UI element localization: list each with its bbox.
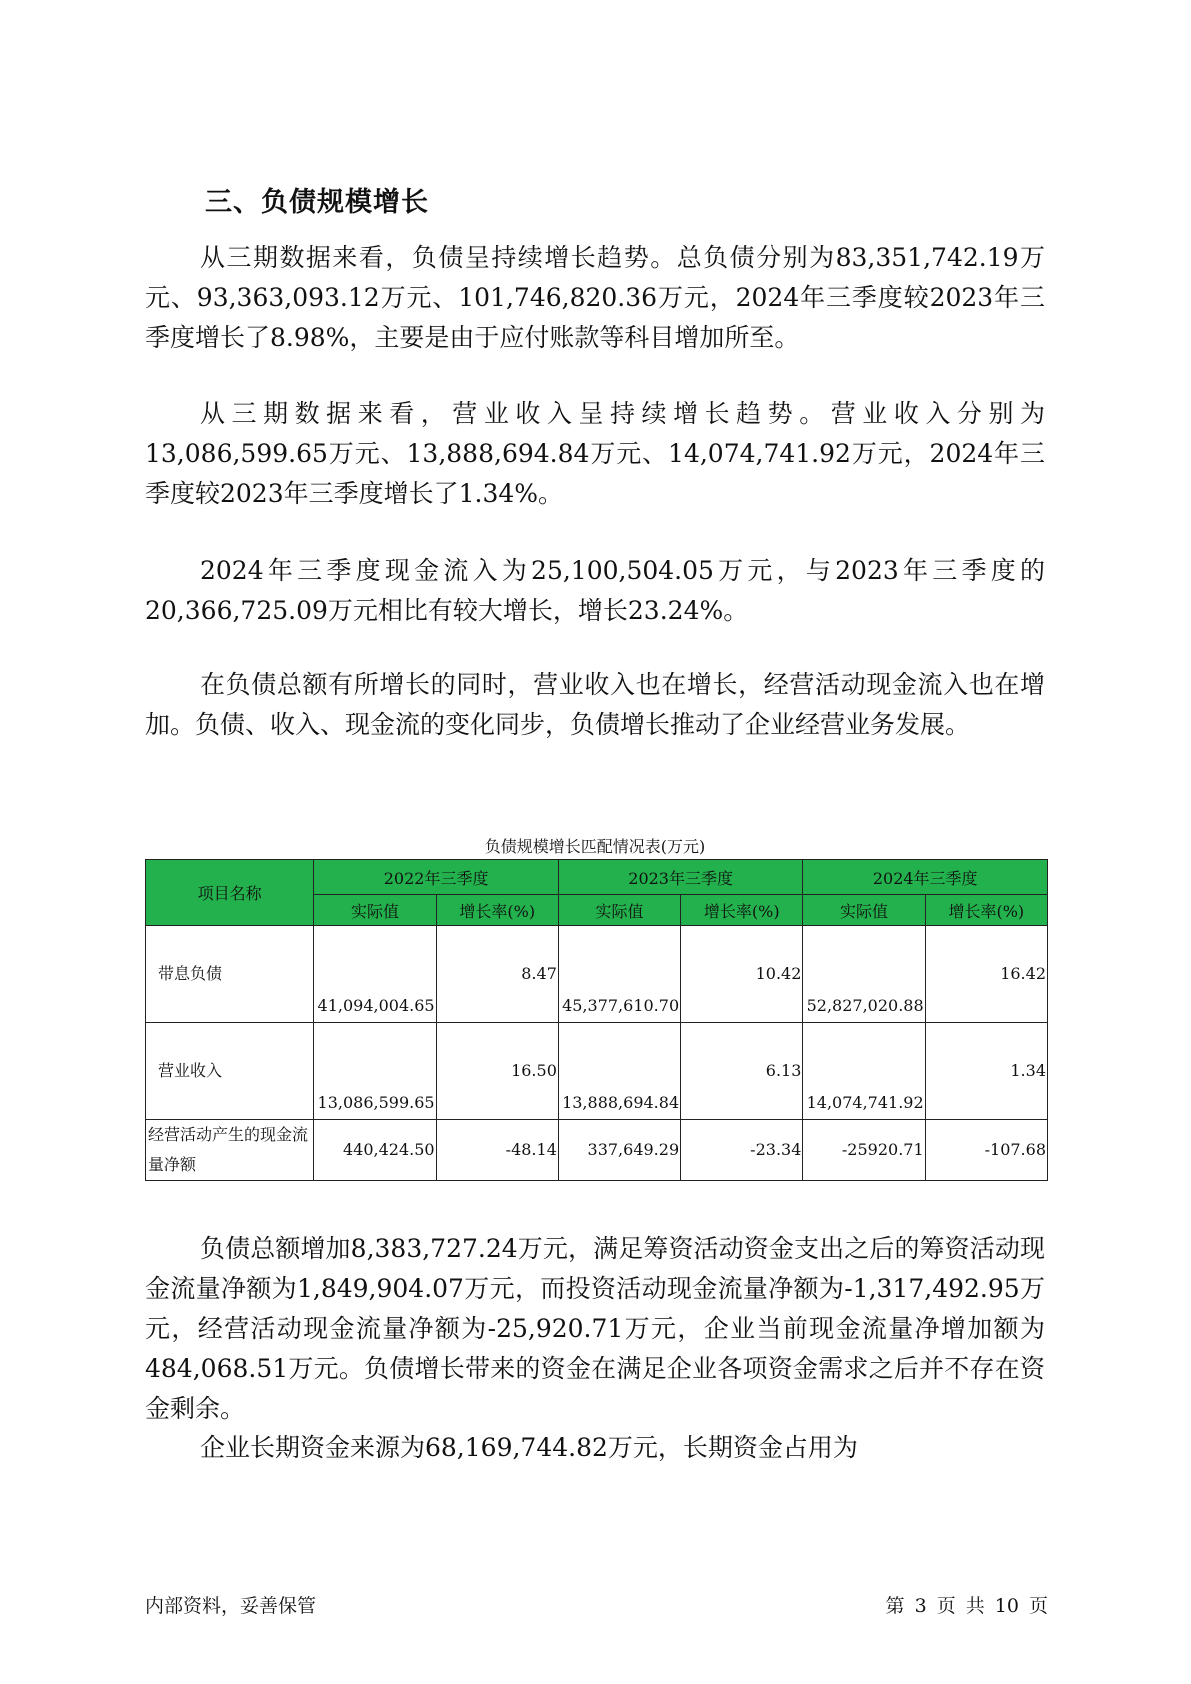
- cell-growth: 16.42: [925, 926, 1047, 1023]
- cell-growth: 1.34: [925, 1023, 1047, 1120]
- cell-growth: 16.50: [436, 1023, 558, 1120]
- cell-actual: 14,074,741.92: [803, 1023, 925, 1120]
- paragraph-liability-trend: 从三期数据来看，负债呈持续增长趋势。总负债分别为83,351,742.19万元、93,363,093.12万元、101,746,820.36万元，2024年三季度较2023年三季度增长了8.98%，主要是由于应付账款等科目增加所至。: [145, 243, 1045, 352]
- cell-growth: 6.13: [681, 1023, 803, 1120]
- cell-growth: 10.42: [681, 926, 803, 1023]
- cell-actual: 41,094,004.65: [314, 926, 436, 1023]
- paragraph-long-term-funds: 企业长期资金来源为68,169,744.82万元，长期资金占用为: [200, 1433, 858, 1462]
- section-heading: 三、负债规模增长: [205, 187, 429, 218]
- row-label: 带息负债: [146, 926, 314, 1023]
- table-caption: 负债规模增长匹配情况表(万元): [484, 837, 706, 856]
- header-period-2023: 2023年三季度: [558, 860, 803, 895]
- paragraph-synchronization: 在负债总额有所增长的同时，营业收入也在增长，经营活动现金流入也在增加。负债、收入、现金流的变化同步，负债增长推动了企业经营业务发展。: [145, 670, 1045, 739]
- table-header-row: [146, 860, 1048, 895]
- cell-growth: -23.34: [681, 1120, 803, 1181]
- cell-actual: 337,649.29: [558, 1120, 680, 1181]
- cell-growth: -48.14: [436, 1120, 558, 1181]
- subheader-growth: 增长率(%): [436, 895, 558, 926]
- cell-actual: 440,424.50: [314, 1120, 436, 1181]
- table-row: [146, 926, 1048, 1023]
- liability-match-table: [145, 859, 1048, 1181]
- paragraph-cash-flow-detail: 负债总额增加8,383,727.24万元，满足筹资活动资金支出之后的筹资活动现金流量净额为1,849,904.07万元，而投资活动现金流量净额为-1,317,492.95万元，经营活动现金流量净额为-25,920.71万元，企业当前现金流量净增加额为484,068.51万元。负债增长带来的资金在满足企业各项资金需求之后并不存在资金剩余。: [145, 1234, 1045, 1423]
- row-label: 经营活动产生的现金流量净额: [146, 1120, 314, 1181]
- cell-actual: 13,888,694.84: [558, 1023, 680, 1120]
- subheader-growth: 增长率(%): [681, 895, 803, 926]
- subheader-actual: 实际值: [314, 895, 436, 926]
- header-period-2022: 2022年三季度: [314, 860, 559, 895]
- subheader-growth: 增长率(%): [925, 895, 1047, 926]
- row-label: 营业收入: [146, 1023, 314, 1120]
- header-item-name: 项目名称: [146, 860, 314, 926]
- table-row: [146, 1120, 1048, 1181]
- cell-growth: 8.47: [436, 926, 558, 1023]
- footer-page-number: 第 3 页 共 10 页: [885, 1595, 1048, 1617]
- subheader-actual: 实际值: [558, 895, 680, 926]
- subheader-actual: 实际值: [803, 895, 925, 926]
- cell-growth: -107.68: [925, 1120, 1047, 1181]
- cell-actual: 13,086,599.65: [314, 1023, 436, 1120]
- cell-actual: -25920.71: [803, 1120, 925, 1181]
- cell-actual: 45,377,610.70: [558, 926, 680, 1023]
- paragraph-revenue-trend: 从三期数据来看，营业收入呈持续增长趋势。营业收入分别为13,086,599.65万元、13,888,694.84万元、14,074,741.92万元，2024年三季度较2023年三季度增长了1.34%。: [145, 399, 1045, 508]
- header-period-2024: 2024年三季度: [803, 860, 1048, 895]
- cell-actual: 52,827,020.88: [803, 926, 925, 1023]
- paragraph-cash-inflow: 2024年三季度现金流入为25,100,504.05万元，与2023年三季度的20,366,725.09万元相比有较大增长，增长23.24%。: [145, 556, 1045, 625]
- table-row: [146, 1023, 1048, 1120]
- footer-confidential-note: 内部资料，妥善保管: [145, 1595, 317, 1617]
